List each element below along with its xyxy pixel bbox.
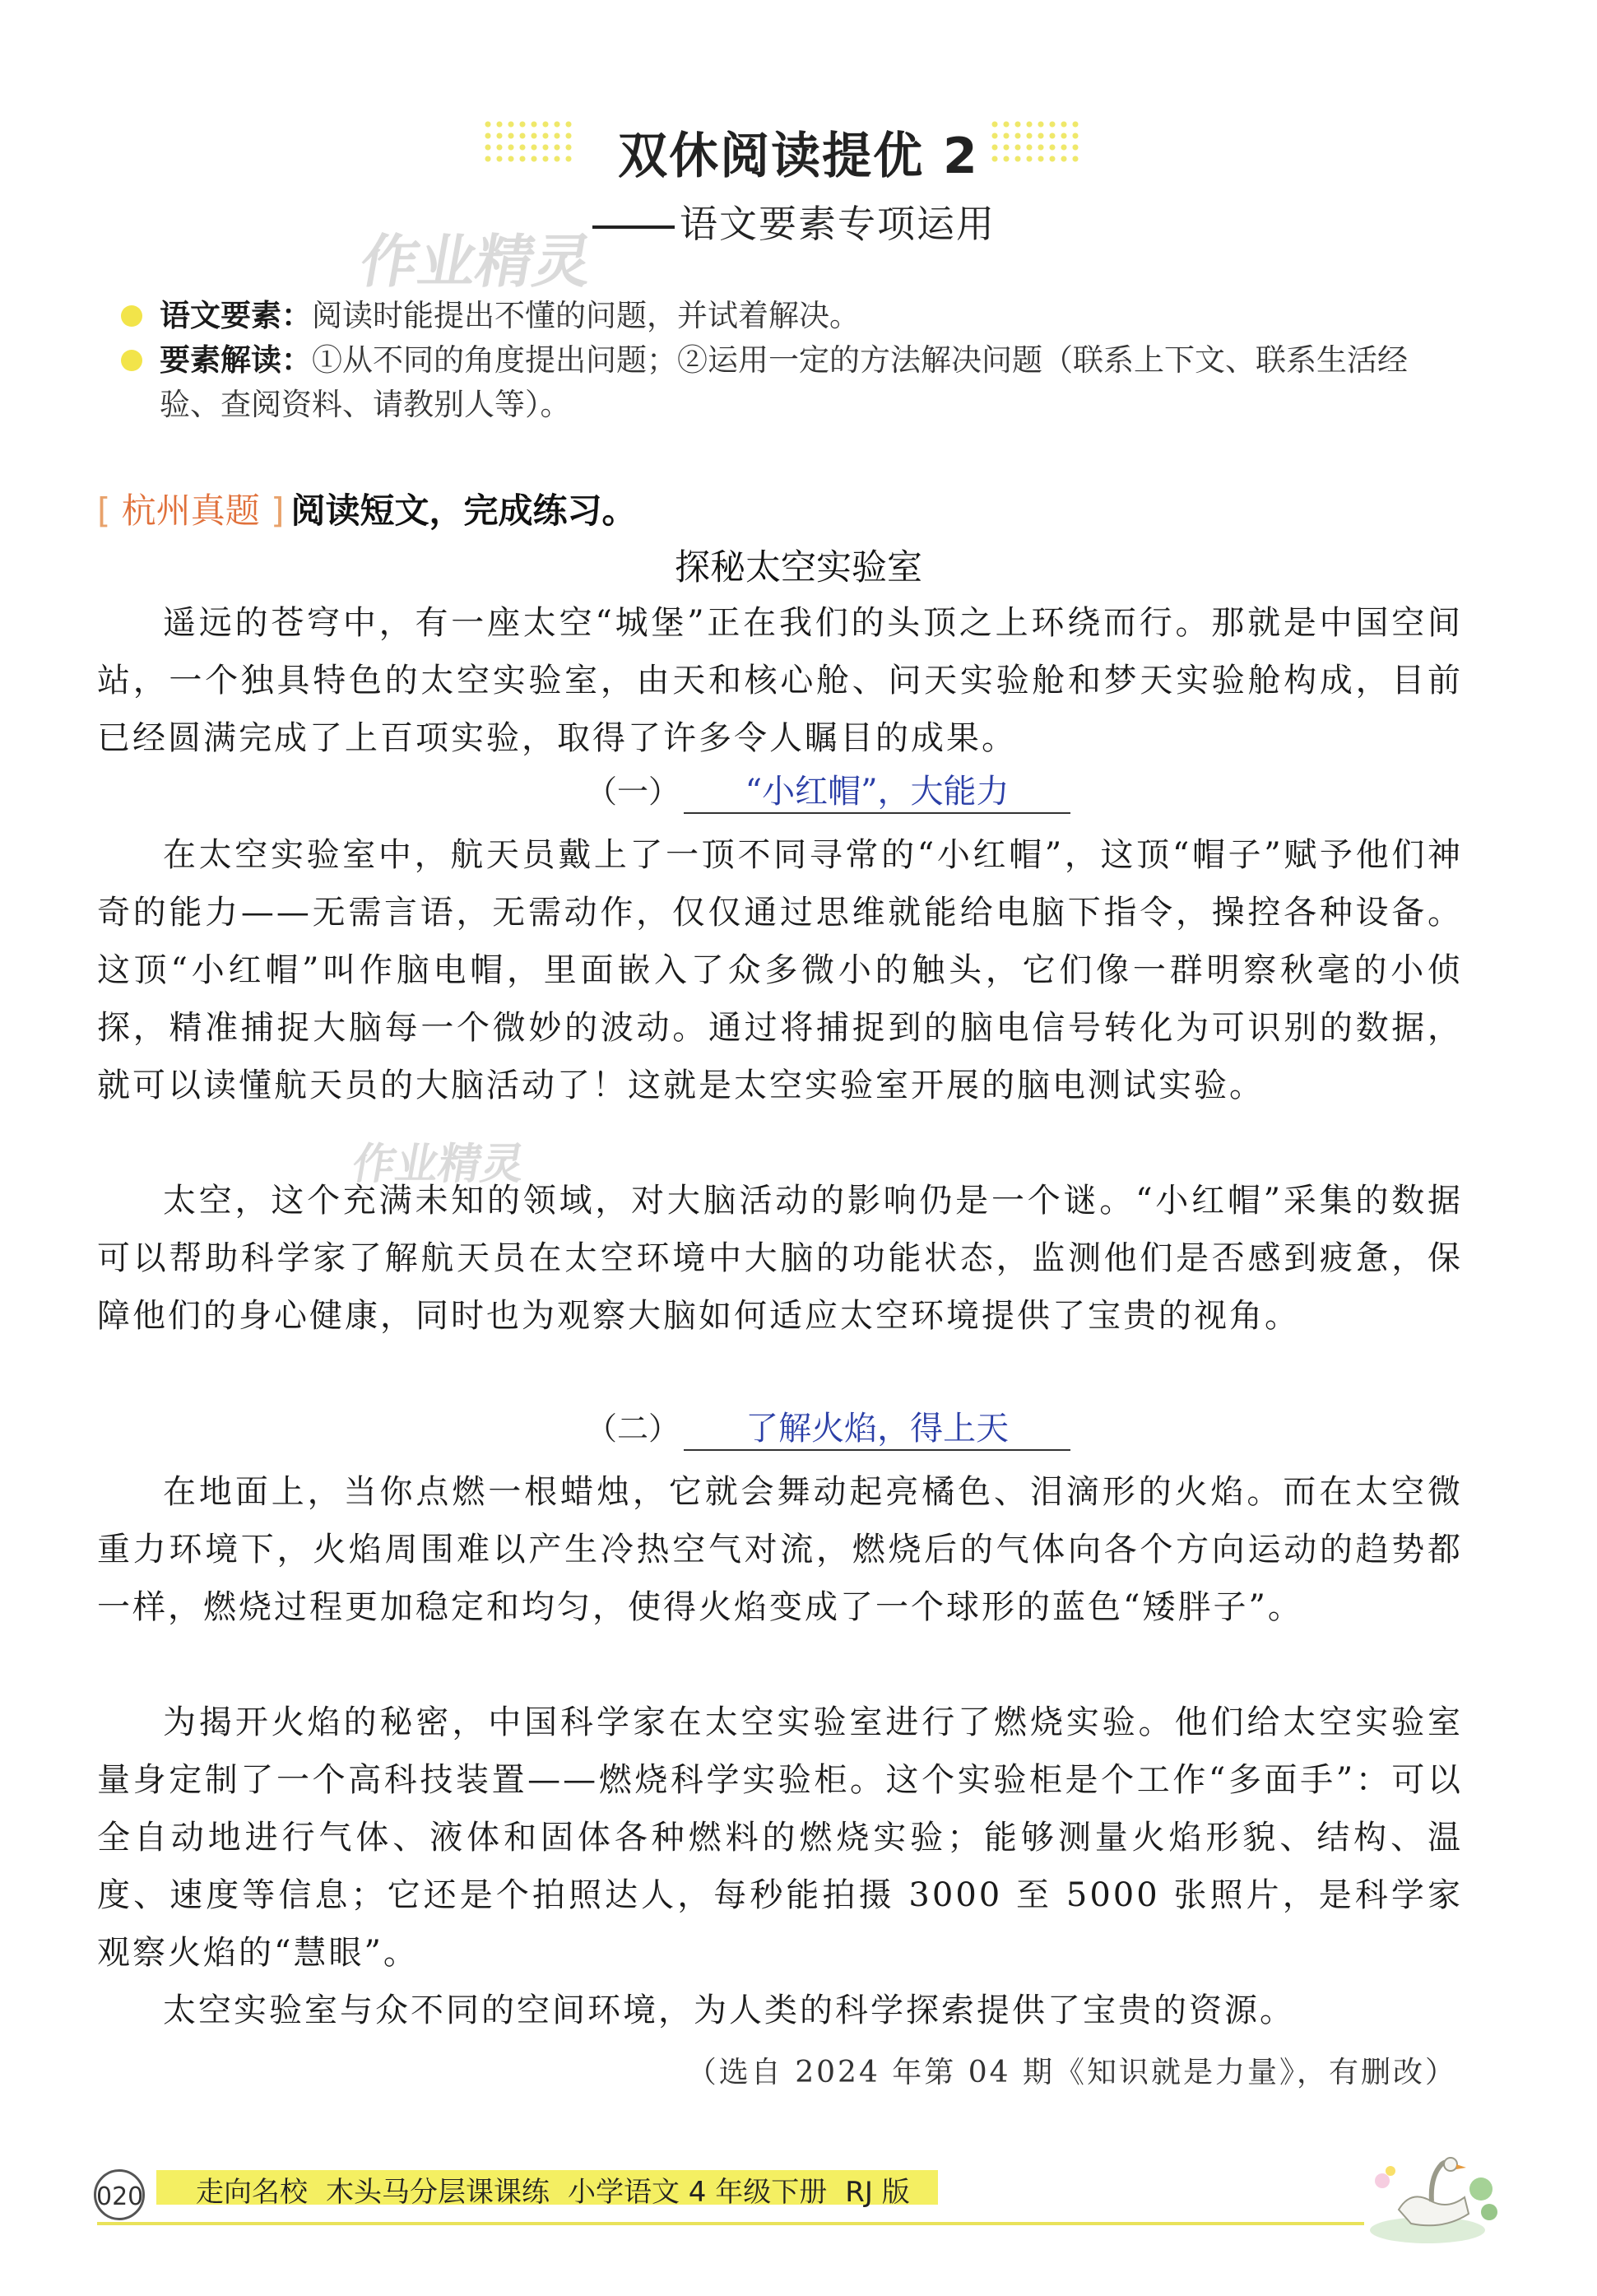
paragraph: 在太空实验室中，航天员戴上了一顶不同寻常的“小红帽”，这顶“帽子”赋予他们神奇的能力——无需言语，无需动作，仅仅通过思维就能给电脑下指令，操控各种设备。这顶“小红帽”叫作脑电帽，里面嵌入了众多微小的触头，它们像一群明察秋毫的小侦探，精准捕捉大脑每一个微妙的波动。通过将捕捉到的脑电信号转化为可识别的数据，就可以读懂航天员的大脑活动了！这就是太空实验室开展的脑电测试实验。 [97,836,1463,1104]
paragraph: 太空，这个充满未知的领域，对大脑活动的影响仍是一个谜。“小红帽”采集的数据可以帮助科学家了解航天员在太空环境中大脑的功能状态，监测他们是否感到疲惫，保障他们的身心健康，同时也为观察大脑如何适应太空环境提供了宝贵的视角。 [97,1182,1463,1335]
footer-book: 木头马分层课课练 [326,2176,550,2209]
section-answer: “小红帽”，大能力 [684,765,1070,814]
page-number: 020 [94,2169,145,2220]
article-title: 探秘太空实验室 [675,547,922,588]
requirement-2 [122,338,1455,427]
paragraph: 太空实验室与众不同的空间环境，为人类的科学探索提供了宝贵的资源。 [163,1992,1295,2029]
page-title: 双休阅读提优 2 [618,128,979,185]
source-tag: 杭州真题 [121,490,260,531]
section-number: （一） [586,774,680,810]
exercise-instruction: [ 杭州真题 ] 阅读短文，完成练习。 [97,490,637,531]
footer-grade: 小学语文 4 年级下册 [568,2176,828,2209]
section-answer: 了解火焰，得上天 [684,1402,1070,1451]
section-number: （二） [586,1411,680,1447]
paragraph-intro: 遥远的苍穹中，有一座太空“城堡”正在我们的头顶之上环绕而行。那就是中国空间站，一个独具特色的太空实验室，由天和核心舱、问天实验舱和梦天实验舱构成，目前已经圆满完成了上百项实验，取得了许多令人瞩目的成果。 [97,604,1463,757]
instruction-text: 阅读短文，完成练习。 [290,490,637,531]
paragraph: 为揭开火焰的秘密，中国科学家在太空实验室进行了燃烧实验。他们给太空实验室量身定制了一个高科技装置——燃烧科学实验柜。这个实验柜是个工作“多面手”：可以全自动地进行气体、液体和固体各种燃料的燃烧实验；能够测量火焰形貌、结构、温度、速度等信息；它还是个拍照达人，每秒能拍摄 3000 至 5000 张照片，是科学家观察火焰的“慧眼”。 [97,1703,1463,1972]
subtitle-text: 语文要素专项运用 [680,202,996,246]
page-subtitle [592,194,996,249]
footer-divider [97,2222,1364,2225]
watermark: 作业精灵 [355,228,598,295]
bullet-icon [121,305,142,327]
section-heading-2 [586,1402,1070,1451]
bullet-icon [121,350,142,371]
requirement-label: 要素解读： [160,342,312,378]
footer-text [196,2169,928,2210]
paragraph: 在地面上，当你点燃一根蜡烛，它就会舞动起亮橘色、泪滴形的火焰。而在太空微重力环境下，火焰周围难以产生冷热空气对流，燃烧后的气体向各个方向运动的趋势都一样，燃烧过程更加稳定和均匀，使得火焰变成了一个球形的蓝色“矮胖子”。 [97,1473,1463,1626]
requirement-1 [122,294,1455,338]
watermark-mid: 作业精灵 [348,1140,529,1189]
footer-series: 走向名校 [196,2176,308,2209]
requirement-text: 阅读时能提出不懂的问题，并试着解决。 [312,298,860,333]
citation: （选自 2024 年第 04 期《知识就是力量》，有删改） [686,2056,1457,2089]
requirement-label: 语文要素： [160,298,312,333]
goose-illustration-icon [1366,2131,1506,2255]
requirement-text: ①从不同的角度提出问题；②运用一定的方法解决问题（联系上下文、联系生活经验、查阅资料、请教别人等）。 [160,342,1408,422]
footer-edition: RJ 版 [845,2176,910,2209]
section-heading-1 [586,765,1070,814]
